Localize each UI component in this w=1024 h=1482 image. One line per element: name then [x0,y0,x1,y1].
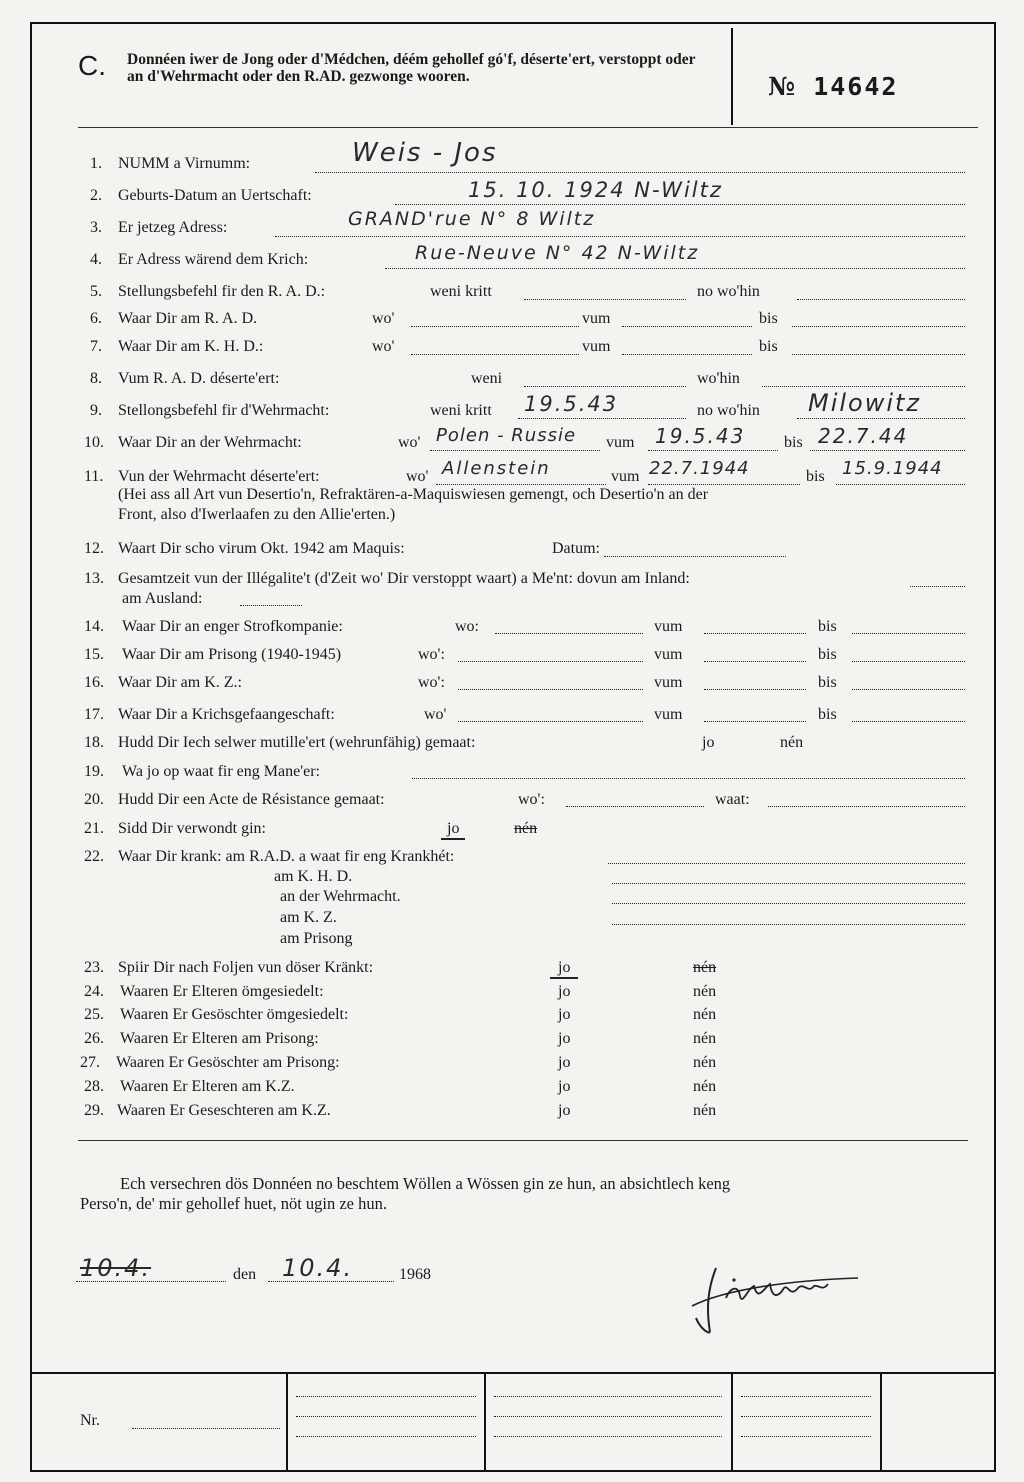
field-9-weni-line[interactable] [518,418,686,419]
field-16-num: 16. [84,674,104,691]
field-8-wohin-line[interactable] [762,386,965,387]
field-21-nen[interactable]: nén [514,820,538,837]
field-22-label: Waar Dir krank: am R.A.D. a waat fir eng Krankhét: [118,848,455,865]
field-6-wo-line[interactable] [411,326,579,327]
field-8-weni-line[interactable] [524,386,686,387]
field-10-bis-line[interactable] [810,450,965,451]
field-8-label: Vum R. A. D. déserte'ert: [118,370,280,387]
field-10-vum-line[interactable] [648,450,778,451]
field-25-num: 25. [84,1006,104,1023]
field-16-wo: wo': [418,674,445,691]
year-label: 1968 [399,1266,431,1283]
signature [688,1258,868,1338]
field-22-line-3[interactable] [612,903,965,904]
field-15-vum: vum [654,646,683,663]
field-9-weni: weni kritt [430,402,492,419]
field-10-bis-value: 22.7.44 [818,424,909,448]
field-15-bis: bis [818,646,837,663]
field-11-label: Vun der Wehrmacht déserte'ert: [118,468,320,485]
field-17-vum: vum [654,706,683,723]
field-18-jo[interactable]: jo [702,734,715,751]
field-11-wo-line[interactable] [436,484,606,485]
field-11-bis-value: 15.9.1944 [842,458,943,479]
field-14-wo-line[interactable] [495,633,643,634]
footer-box [30,1372,996,1474]
field-13-label: Gesamtzeit vun der Illégalite't (d'Zeit wo' Dir verstoppt waart) a Me'nt: dovun am Inland: [118,570,690,587]
field-18-num: 18. [84,734,104,751]
field-13-ausland: am Ausland: [122,590,203,607]
field-27-nen[interactable]: nén [693,1054,717,1071]
field-11-num: 11. [84,468,104,485]
field-3-value: GRAND'rue N° 8 Wiltz [348,208,596,230]
field-11-wo: wo' [406,468,429,485]
field-24-label: Waaren Er Elteren ömgesiedelt: [120,983,324,1000]
field-18-nen[interactable]: nén [780,734,804,751]
field-4-value: Rue-Neuve N° 42 N-Wiltz [415,242,700,264]
field-16-vum-line[interactable] [704,689,806,690]
field-6-bis-line[interactable] [792,326,965,327]
field-5-weni: weni kritt [430,283,492,300]
field-10-num: 10. [84,434,104,451]
field-1-line[interactable] [315,172,965,173]
field-10-vum: vum [606,434,635,451]
field-9-weni-value: 19.5.43 [524,392,619,416]
field-18-label: Hudd Dir Iech selwer mutille'ert (wehrunfähig) gemaat: [118,734,476,751]
field-29-nen[interactable]: nén [693,1102,717,1119]
field-26-jo[interactable]: jo [558,1030,571,1047]
header-divider [731,28,733,125]
footer-line-b1[interactable] [494,1396,722,1397]
field-20-waat: waat: [715,791,750,808]
field-27-jo[interactable]: jo [558,1054,571,1071]
field-7-wo-line[interactable] [411,354,579,355]
field-12-label: Waart Dir scho virum Okt. 1942 am Maquis: [118,540,405,557]
field-14-wo: wo: [455,618,479,635]
field-17-vum-line[interactable] [704,721,806,722]
field-15-vum-line[interactable] [704,661,806,662]
field-21-num: 21. [84,820,104,837]
declaration-line-2: Perso'n, de' mir gehollef huet, nöt ugin ze hun. [80,1194,388,1213]
field-10-wo-value: Polen - Russie [436,425,577,446]
field-11-bis: bis [806,468,825,485]
field-22-num: 22. [84,848,104,865]
field-24-jo[interactable]: jo [558,983,571,1000]
field-2-value: 15. 10. 1924 N-Wiltz [468,178,723,202]
footer-nr-line[interactable] [132,1428,280,1429]
field-5-weni-line[interactable] [524,299,686,300]
field-11-wo-value: Allenstein [442,458,551,479]
field-7-bis-line[interactable] [792,354,965,355]
field-6-label: Waar Dir am R. A. D. [118,310,258,327]
field-27-num: 27. [80,1054,100,1071]
field-2-num: 2. [90,187,102,204]
field-9-wohin-line[interactable] [797,418,965,419]
field-8-wohin: wo'hin [697,370,740,387]
field-23-nen[interactable]: nén [693,959,717,976]
header-rule [78,127,978,128]
field-22-sub-4: am Prisong [280,930,353,947]
field-14-bis-line[interactable] [852,633,965,634]
field-26-label: Waaren Er Elteren am Prisong: [120,1030,319,1047]
field-21-label: Sidd Dir verwondt gin: [118,820,266,837]
field-7-vum-line[interactable] [622,354,752,355]
field-28-label: Waaren Er Elteren am K.Z. [120,1078,295,1095]
field-8-num: 8. [90,370,102,387]
footer-line-a3[interactable] [296,1436,476,1437]
field-25-nen[interactable]: nén [693,1006,717,1023]
field-24-num: 24. [84,983,104,1000]
section-letter: C. [78,50,106,81]
field-6-vum: vum [582,310,611,327]
field-17-wo-line[interactable] [458,721,643,722]
field-16-label: Waar Dir am K. Z.: [118,674,242,691]
field-14-vum-line[interactable] [704,633,806,634]
field-14-num: 14. [84,618,104,635]
field-22-sub-2: an der Wehrmacht. [280,888,401,905]
field-17-bis: bis [818,706,837,723]
footer-line-a2[interactable] [296,1416,476,1417]
footer-line-a1[interactable] [296,1396,476,1397]
field-5-wohin-line[interactable] [797,299,965,300]
field-20-wo-line[interactable] [566,806,704,807]
field-9-label: Stellongsbefehl fir d'Wehrmacht: [118,402,330,419]
field-15-wo-line[interactable] [458,661,643,662]
field-2-label: Geburts-Datum an Uertschaft: [118,187,312,204]
field-20-waat-line[interactable] [768,806,965,807]
field-28-num: 28. [84,1078,104,1095]
field-9-wohin: no wo'hin [697,402,760,419]
field-29-num: 29. [84,1102,104,1119]
place-value: 10.4. [80,1254,152,1282]
footer-line-c2[interactable] [741,1416,871,1417]
field-23-label: Spiir Dir nach Foljen vun döser Kränkt: [118,959,374,976]
field-29-label: Waaren Er Geseschteren am K.Z. [117,1102,331,1119]
field-12-num: 12. [84,540,104,557]
field-4-line[interactable] [385,268,965,269]
number-symbol: № [768,72,798,101]
field-10-label: Waar Dir an der Wehrmacht: [118,434,302,451]
field-7-wo: wo' [372,338,395,355]
field-1-label: NUMM a Virnumm: [118,155,251,172]
field-3-label: Er jetzeg Adress: [118,219,228,236]
declaration-line-1: Ech versechren dös Donnéen no beschtem Wöllen a Wössen gin ze hun, an absichtlech keng [120,1174,731,1193]
field-7-label: Waar Dir am K. H. D.: [118,338,264,355]
field-15-bis-line[interactable] [852,661,965,662]
field-19-num: 19. [84,763,104,780]
declaration-rule [78,1140,968,1141]
field-11-note-2: Front, also d'Iwerlaafen zu den Allie'erten.) [118,506,396,523]
field-25-jo[interactable]: jo [558,1006,571,1023]
field-10-bis: bis [784,434,803,451]
field-5-label: Stellungsbefehl fir den R. A. D.: [118,283,326,300]
field-11-vum-line[interactable] [648,484,800,485]
field-15-num: 15. [84,646,104,663]
field-10-wo-line[interactable] [430,450,600,451]
field-20-label: Hudd Dir een Acte de Résistance gemaat: [118,791,385,808]
field-15-wo: wo': [418,646,445,663]
field-25-label: Waaren Er Gesöschter ömgesiedelt: [120,1006,349,1023]
field-22-line-2[interactable] [612,883,965,884]
field-4-num: 4. [90,251,102,268]
field-17-num: 17. [84,706,104,723]
field-20-wo: wo': [518,791,545,808]
field-22-sub-1: am K. H. D. [274,868,353,885]
field-29-jo[interactable]: jo [558,1102,571,1119]
field-6-bis: bis [759,310,778,327]
field-28-jo[interactable]: jo [558,1078,571,1095]
field-7-num: 7. [90,338,102,355]
field-22-line-1[interactable] [608,863,965,864]
footer-divider-4 [880,1372,882,1472]
field-6-vum-line[interactable] [622,326,752,327]
footer-divider-1 [286,1372,288,1472]
form-number [768,72,898,101]
field-27-label: Waaren Er Gesöschter am Prisong: [116,1054,340,1071]
field-12-datum: Datum: [552,540,600,557]
field-23-jo[interactable]: jo [550,959,578,979]
field-17-bis-line[interactable] [852,721,965,722]
field-19-label: Wa jo op waat fir eng Mane'er: [122,763,320,780]
field-3-num: 3. [90,219,102,236]
field-24-nen[interactable]: nén [693,983,717,1000]
field-9-wohin-value: Milowitz [808,389,922,417]
number-value: 14642 [813,72,899,101]
field-6-num: 6. [90,310,102,327]
footer-line-c3[interactable] [741,1436,871,1437]
field-19-line[interactable] [412,778,965,779]
date-value: 10.4. [282,1254,354,1282]
field-13-num: 13. [84,570,104,587]
footer-line-c1[interactable] [741,1396,871,1397]
field-9-num: 9. [90,402,102,419]
field-14-vum: vum [654,618,683,635]
field-22-line-4[interactable] [612,924,965,925]
footer-line-b2[interactable] [494,1416,722,1417]
field-11-bis-line[interactable] [836,484,965,485]
den-label: den [233,1266,257,1283]
field-17-label: Waar Dir a Krichsgefaangeschaft: [118,706,335,723]
footer-line-b3[interactable] [494,1436,722,1437]
field-11-vum: vum [611,468,640,485]
field-11-note-1: (Hei ass all Art vun Desertio'n, Refraktären-a-Maquiswiesen gemengt, och Desertio'n an der [118,486,709,503]
field-15-label: Waar Dir am Prisong (1940-1945) [122,646,342,663]
field-13-inland-line[interactable] [910,586,965,587]
field-16-vum: vum [654,674,683,691]
field-14-label: Waar Dir an enger Strofkompanie: [122,618,343,635]
field-5-wohin: no wo'hin [697,283,760,300]
field-3-line[interactable] [275,236,965,237]
field-6-wo: wo' [372,310,395,327]
header-title: Donnéen iwer de Jong oder d'Médchen, déém gehollef gó'f, déserte'ert, verstoppt oder an d'Wehrmacht oder den R.AD. gezwonge wooren. [127,51,696,85]
field-16-bis: bis [818,674,837,691]
field-21-jo[interactable]: jo [441,820,465,840]
field-20-num: 20. [84,791,104,808]
field-2-line[interactable] [395,204,965,205]
field-10-vum-value: 19.5.43 [655,424,746,448]
field-13-ausland-line[interactable] [240,605,302,606]
field-4-label: Er Adress wärend dem Krich: [118,251,309,268]
field-7-vum: vum [582,338,611,355]
field-11-vum-value: 22.7.1944 [649,458,750,479]
footer-divider-3 [731,1372,733,1472]
footer-nr-label: Nr. [80,1412,100,1429]
field-16-bis-line[interactable] [852,689,965,690]
field-12-datum-line[interactable] [604,556,786,557]
footer-divider-2 [484,1372,486,1472]
field-23-num: 23. [84,959,104,976]
field-16-wo-line[interactable] [458,689,643,690]
field-28-nen[interactable]: nén [693,1078,717,1095]
field-10-wo: wo' [398,434,421,451]
field-14-bis: bis [818,618,837,635]
field-1-num: 1. [90,155,102,172]
field-26-nen[interactable]: nén [693,1030,717,1047]
field-5-num: 5. [90,283,102,300]
field-17-wo: wo' [424,706,447,723]
field-22-sub-3: am K. Z. [280,909,337,926]
field-26-num: 26. [84,1030,104,1047]
field-8-weni: weni [471,370,503,387]
field-7-bis: bis [759,338,778,355]
field-1-value: Weis - Jos [352,138,498,168]
